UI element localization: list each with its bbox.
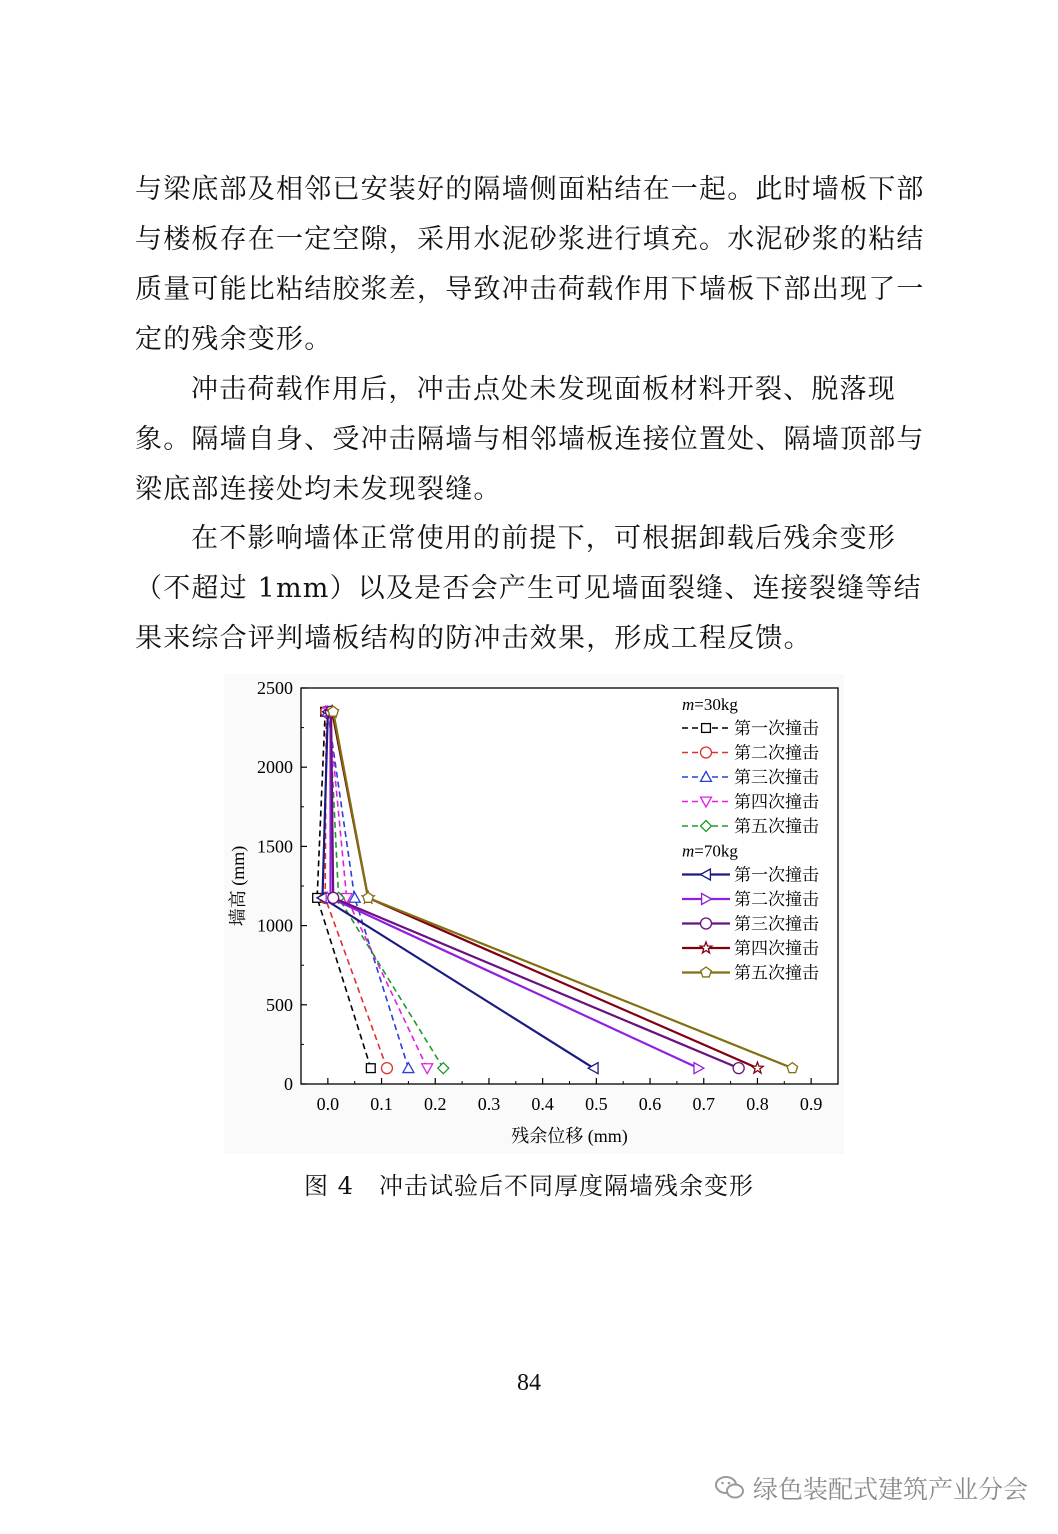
- paragraph-3: 在不影响墙体正常使用的前提下，可根据卸载后残余变形（不超过 1mm）以及是否会产生可见墙面裂缝、连接裂缝等结果来综合评判墙板结构的防冲击效果，形成工程反馈。: [135, 523, 922, 654]
- x-axis-label: 残余位移 (mm): [511, 1126, 628, 1146]
- legend-label: 第二次撞击: [734, 890, 819, 909]
- x-tick-label: 0.5: [585, 1094, 608, 1114]
- x-tick-label: 0.3: [477, 1094, 501, 1114]
- legend-label: 第三次撞击: [734, 914, 819, 934]
- y-tick-label: 2000: [257, 757, 293, 778]
- watermark-text: 绿色装配式建筑产业分会: [752, 1475, 1028, 1504]
- y-axis-label: 墙高 (mm): [228, 845, 248, 927]
- legend-marker: [702, 724, 711, 733]
- legend-marker: [701, 918, 712, 929]
- x-tick-label: 0.9: [799, 1094, 823, 1114]
- legend-label: 第五次撞击: [734, 963, 819, 983]
- legend-label: 第四次撞击: [734, 792, 819, 812]
- x-tick-label: 0.4: [531, 1094, 554, 1114]
- data-point-70kg-3: [733, 1063, 744, 1074]
- page-number: 84: [517, 1370, 541, 1396]
- x-tick-label: 0.6: [638, 1094, 662, 1114]
- y-tick-label: 2500: [257, 678, 293, 698]
- x-tick-label: 0.7: [692, 1094, 715, 1114]
- legend-label: 第四次撞击: [734, 939, 819, 958]
- y-tick-label: 1500: [257, 836, 293, 857]
- y-tick-label: 1000: [257, 915, 293, 936]
- legend-label: 第五次撞击: [734, 817, 819, 836]
- x-tick-label: 0.8: [746, 1094, 769, 1114]
- figure-caption: 图 4 冲击试验后不同厚度隔墙残余变形: [304, 1172, 754, 1200]
- paragraph-2: 冲击荷载作用后，冲击点处未发现面板材料开裂、脱落现象。隔墙自身、受冲击隔墙与相邻墙板连接位置处、隔墙顶部与梁底部连接处均未发现裂缝。: [135, 374, 925, 505]
- y-tick-label: 500: [266, 994, 293, 1015]
- legend-group-title: m=70kg: [682, 841, 738, 861]
- data-point-70kg-3: [328, 892, 339, 903]
- legend-label: 第三次撞击: [734, 768, 819, 787]
- legend-label: 第一次撞击: [734, 865, 819, 885]
- data-point-30kg-1: [366, 1064, 375, 1073]
- paragraph-1: 与梁底部及相邻已安装好的隔墙侧面粘结在一起。此时墙板下部与楼板存在一定空隙，采用水泥砂浆进行填充。水泥砂浆的粘结质量可能比粘结胶浆差，导致冲击荷载作用下墙板下部出现了一定的残余变形。: [135, 174, 925, 355]
- legend-group-title: m=30kg: [682, 695, 738, 714]
- legend-label: 第二次撞击: [734, 743, 819, 763]
- y-tick-label: 0: [284, 1074, 293, 1094]
- x-tick-label: 0.1: [370, 1094, 393, 1114]
- legend-marker: [701, 747, 712, 758]
- residual-deformation-chart: [224, 674, 844, 1154]
- x-tick-label: 0.2: [424, 1094, 447, 1114]
- legend-label: 第一次撞击: [734, 719, 819, 738]
- x-tick-label: 0.0: [316, 1094, 340, 1114]
- wechat-icon: [715, 1475, 745, 1501]
- data-point-30kg-2: [381, 1063, 392, 1074]
- watermark: [715, 1470, 1028, 1506]
